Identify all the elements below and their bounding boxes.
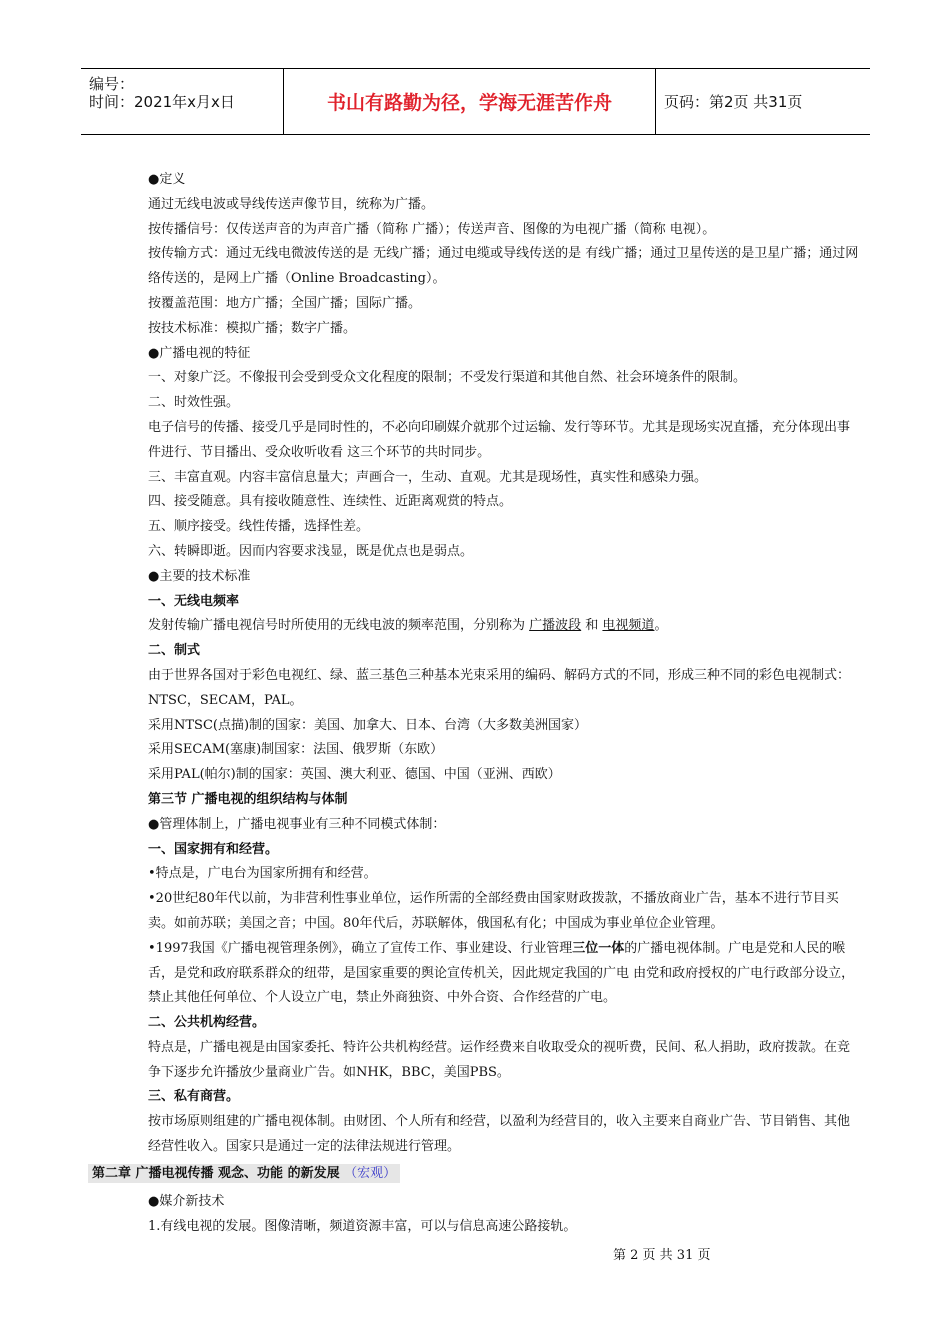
page-footer: 第 2 页 共 31 页: [613, 1248, 711, 1263]
text-span: 发射传输广播电视信号时所使用的无线电波的频率范围，分别称为: [148, 618, 530, 634]
bullet-heading-definition: ●定义: [148, 172, 186, 187]
header-meta: [81, 69, 283, 134]
paragraph: •20世纪80年代以前，为非营利性事业单位，运作所需的全部经费由国家财政拨款，不播放商业广告，基本不进行节目买卖。如前苏联；美国之音；中国。80年代后，苏联解体，俄国私有化；中国成为事业单位企业管理。: [148, 891, 839, 931]
bullet-paragraph: ●管理体制上，广播电视事业有三种不同模式体制：: [148, 816, 446, 832]
paragraph: 电子信号的传播、接受几乎是同时性的，不必向印刷媒介就那个过运输、发行等环节。尤其是现场实况直播，充分体现出事件进行、节目播出、受众收听收看 这三个环节的共时同步。: [148, 419, 851, 460]
time-label: 时间：2021年x月x日: [89, 93, 235, 111]
chapter-tag: （宏观）: [344, 1166, 397, 1181]
bullet-heading-standards: ●主要的技术标准: [148, 568, 251, 584]
paragraph: •特点是，广电台为国家所拥有和经营。: [148, 866, 377, 882]
header-motto: 书山有路勤为径，学海无涯苦作舟: [283, 69, 656, 134]
paragraph: 采用SECAM(塞康)制国家：法国、俄罗斯（东欧）: [148, 742, 444, 758]
bullet-heading-features: ●广播电视的特征: [148, 345, 251, 361]
paragraph: [148, 937, 862, 1011]
bold-term: 三位一体: [572, 940, 625, 956]
page-header: [81, 68, 870, 135]
paragraph: 1.有线电视的发展。图像清晰，频道资源丰富，可以与信息高速公路接轨。: [148, 1218, 577, 1234]
chapter-title-highlight: [88, 1164, 400, 1183]
header-page-info: 页码：第2页 共31页: [664, 93, 803, 111]
underlined-term: 电视频道: [602, 618, 655, 634]
paragraph: 特点是，广播电视是由国家委托、特许公共机构经营。运作经费来自收取受众的视听费，民间、私人捐助，政府拨款。在竞争下逐步允许播放少量商业广告。如NHK，BBC，美国PBS。: [148, 1039, 851, 1080]
paragraph: 按覆盖范围：地方广播；全国广播；国际广播。: [148, 295, 422, 311]
number-label: 编号：: [89, 75, 135, 93]
paragraph: 按市场原则组建的广播电视体制。由财团、个人所有和经营，以盈利为经营目的，收入主要来自商业广告、节目销售、其他经营性收入。国家只是通过一定的法律法规进行管理。: [148, 1114, 851, 1155]
paragraph: 按传输方式：通过无线电微波传送的是 无线广播；通过电缆或导线传送的是 有线广播；通过卫星传送的是卫星广播；通过网络传送的，是网上广播（Online Broadcasting）。: [148, 246, 859, 287]
document-body: [148, 168, 862, 1160]
paragraph: 三、丰富直观。内容丰富信息量大；声画合一，生动、直观。尤其是现场性，真实性和感染力强。: [148, 469, 708, 485]
paragraph: 由于世界各国对于彩色电视红、绿、蓝三基色三种基本光束采用的编码、解码方式的不同，形成三种不同的彩色电视制式：NTSC，SECAM，PAL。: [148, 667, 851, 708]
paragraph: 通过无线电波或导线传送声像节目，统称为广播。: [148, 196, 435, 212]
paragraph: 按技术标准：模拟广播；数字广播。: [148, 320, 357, 336]
paragraph: 按传播信号：仅传送声音的为声音广播（简称 广播）；传送声音、图像的为电视广播（简称 电视）。: [148, 221, 716, 237]
bullet-heading-new-tech: ●媒介新技术: [148, 1194, 225, 1209]
section-heading: 第三节 广播电视的组织结构与体制: [148, 791, 348, 807]
subheading-public: 二、公共机构经营。: [148, 1015, 266, 1031]
chapter-title: 第二章 广播电视传播 观念、功能 的新发展: [92, 1166, 345, 1181]
text-span: 。: [654, 618, 668, 634]
subheading-private: 三、私有商营。: [148, 1089, 240, 1105]
paragraph: 采用NTSC(点描)制的国家：美国、加拿大、日本、台湾（大多数美洲国家）: [148, 717, 588, 733]
paragraph: 一、对象广泛。不像报刊会受到受众文化程度的限制；不受发行渠道和其他自然、社会环境条件的限制。: [148, 370, 747, 386]
underlined-term: 广播波段: [529, 618, 582, 634]
paragraph: 采用PAL(帕尔)制的国家：英国、澳大利亚、德国、中国（亚洲、西欧）: [148, 767, 561, 783]
chapter-heading: [88, 1162, 400, 1186]
paragraph: 五、顺序接受。线性传播，选择性差。: [148, 519, 370, 535]
subheading-frequency: 一、无线电频率: [148, 593, 240, 609]
paragraph: 二、时效性强。: [148, 395, 240, 411]
text-span: 和: [581, 618, 603, 634]
paragraph: 四、接受随意。具有接收随意性、连续性、近距离观赏的特点。: [148, 494, 513, 510]
text-span: 的广播电视体制。广电是党和人民的喉舌，是党和政府联系群众的纽带，是国家重要的舆论宣传机关，因此规定我国的广电 由党和政府授权的广电行政部分设立，禁止其他任何单位、个人设立广电，禁止外商独资、中外合资、合作经营的广电。: [148, 940, 855, 1006]
document-body-continued: [148, 1190, 862, 1240]
paragraph: [148, 614, 862, 639]
subheading-system: 二、制式: [148, 643, 201, 659]
paragraph: 六、转瞬即逝。因而内容要求浅显，既是优点也是弱点。: [148, 543, 474, 559]
subheading-state-owned: 一、国家拥有和经营。: [148, 841, 279, 857]
text-span: •1997我国《广播电视管理条例》，确立了宣传工作、事业建设、行业管理: [148, 940, 573, 956]
